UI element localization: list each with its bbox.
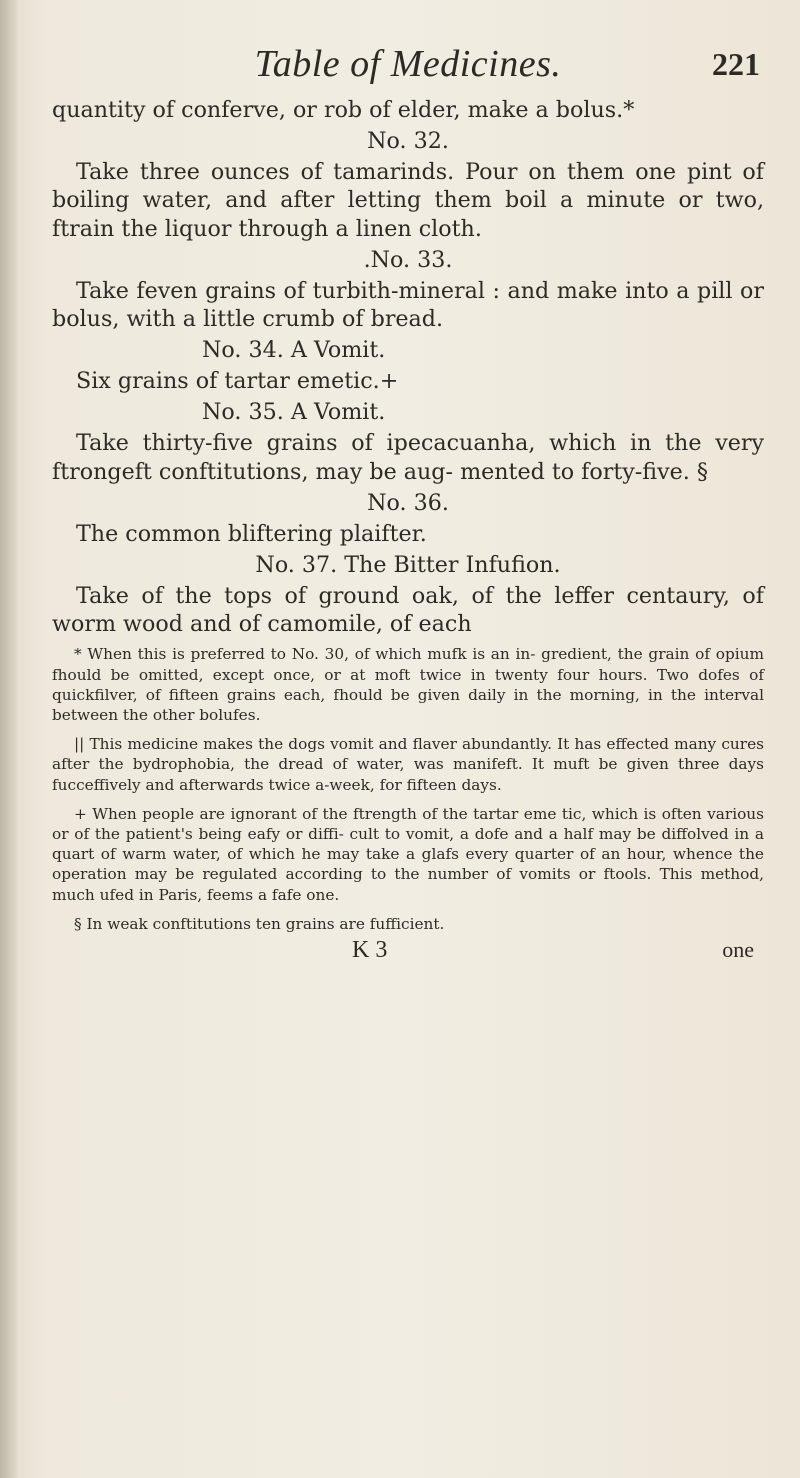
signature-mark: K 3 (352, 937, 388, 964)
heading-no-37: No. 37. The Bitter Infufion. (255, 552, 561, 579)
page-gutter-shadow (0, 0, 18, 1478)
heading-no-35: No. 35. A Vomit. (202, 399, 386, 426)
footnotes (52, 644, 764, 934)
signature-line (52, 937, 764, 967)
footnote-dagger: + When people are ignorant of the ftrength of the tartar eme tic, which is often various or of the patient's being eafy or diffi- cult to vomit, a dofe and a half may be diffolved in a quart of warm water, of which he may take a glafs every quarter of an hour, whence the operation may be regulated according to the number of vomits or ftools. This method, much ufed in Paris, feems a fafe one. (52, 804, 764, 904)
paragraph-no-37: Take of the tops of ground oak, of the leffer centaury, of worm wood and of camomile, of each (52, 583, 764, 638)
page-number: 221 (712, 46, 760, 82)
page-content (52, 40, 764, 967)
paragraph-continuation: quantity of conferve, or rob of elder, make a bolus.* (52, 97, 635, 123)
paragraph-no-36: The common bliftering plaifter. (76, 520, 427, 547)
heading-no-32: No. 32. (367, 128, 449, 155)
heading-no-34: No. 34. A Vomit. (202, 337, 386, 364)
running-head-title: Table of Medicines. (254, 43, 562, 85)
catchword: one (722, 937, 754, 963)
footnote-section: § In weak conftitutions ten grains are fufficient. (74, 914, 445, 933)
paragraph-no-32: Take three ounces of tamarinds. Pour on them one pint of boiling water, and after letting them boil a minute or two, ftrain the liquor through a linen cloth. (52, 159, 764, 242)
heading-no-36: No. 36. (367, 489, 449, 516)
main-text (52, 96, 764, 638)
paragraph-no-34: Six grains of tartar emetic.+ (76, 368, 399, 395)
running-head (52, 40, 764, 96)
footnote-parallel: || This medicine makes the dogs vomit and flaver abundantly. It has effected many cures after the bydrophobia, the dread of water, was manifeft. It muft be given three days fucceffively and afterwards twice a-week, for fifteen days. (52, 735, 764, 794)
footnote-asterisk: * When this is preferred to No. 30, of which mufk is an in- gredient, the grain of opium fhould be omitted, except once, or at moft twice in twenty four hours. Two dofes of quickfilver, of fifteen grains each, fhould be given daily in the morning, in the interval between the other bolufes. (52, 645, 764, 725)
paragraph-no-33: Take feven grains of turbith-mineral : and make into a pill or bolus, with a little crumb of bread. (52, 277, 764, 333)
paragraph-no-35: Take thirty-five grains of ipecacuanha, which in the very ftrongeft conftitutions, may be aug- mented to forty-five. § (52, 430, 764, 485)
heading-no-33: .No. 33. (363, 246, 453, 273)
